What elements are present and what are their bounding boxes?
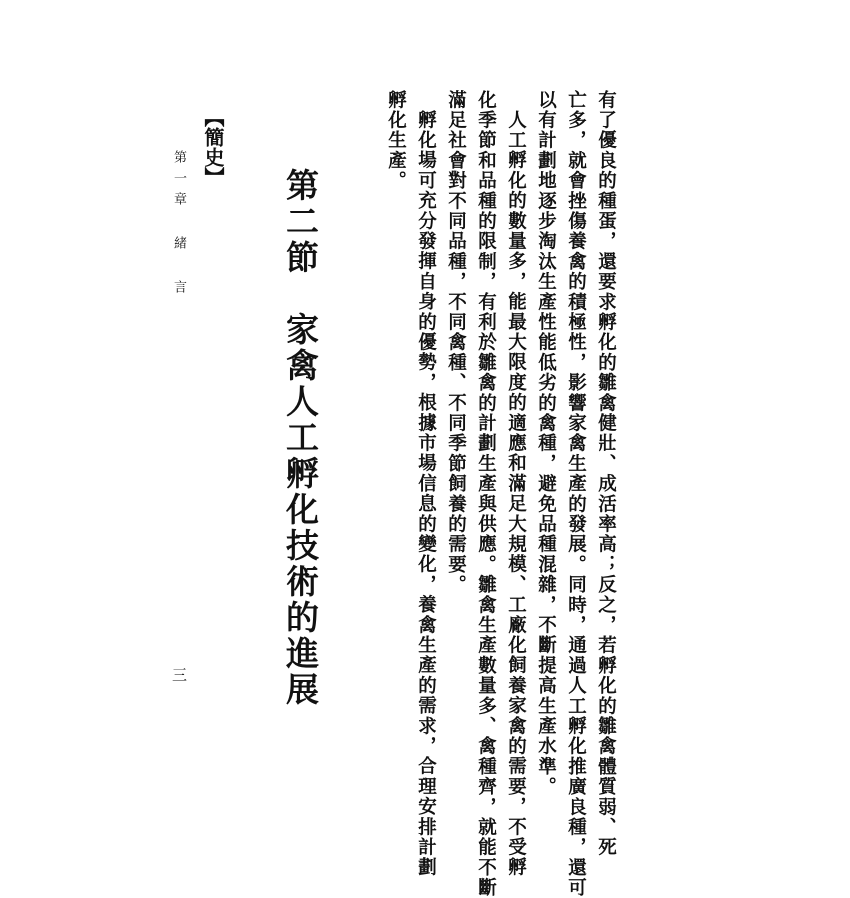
body-text-column-4: 人工孵化的數量多，能最大限度的適應和滿足大規模、工廠化飼養家禽的需要，不受孵 [505, 110, 527, 878]
body-text-column-2: 亡多，就會挫傷養禽的積極性，影響家禽生產的發展。同時，通過人工孵化推廣良種，還可 [565, 90, 587, 898]
section-label: 【簡史】 [201, 107, 225, 187]
body-text-column-5: 化季節和品種的限制，有利於雛禽的計劃生產與供應。雛禽生產數量多、禽種齊，就能不斷 [475, 90, 497, 898]
body-text-column-3: 以有計劃地逐步淘汰生產性能低劣的禽種，避免品種混雜，不斷提高生產水準。 [535, 90, 557, 797]
body-text-column-6: 滿足社會對不同品種，不同禽種、不同季節飼養的需要。 [445, 90, 467, 595]
section-title: 第二節 家禽人工孵化技術的進展 [281, 168, 320, 708]
page-number: 三 [170, 667, 188, 682]
running-head: 第一章 緒 言 [171, 150, 186, 301]
body-text-column-7: 孵化場可充分發揮自身的優勢，根據市場信息的變化，養禽生產的需求，合理安排計劃 [415, 110, 437, 878]
body-text-column-1: 有了優良的種蛋，還要求孵化的雛禽健壯、成活率高；反之，若孵化的雛禽體質弱、死 [595, 90, 617, 858]
body-text-column-8: 孵化生產。 [385, 90, 407, 191]
